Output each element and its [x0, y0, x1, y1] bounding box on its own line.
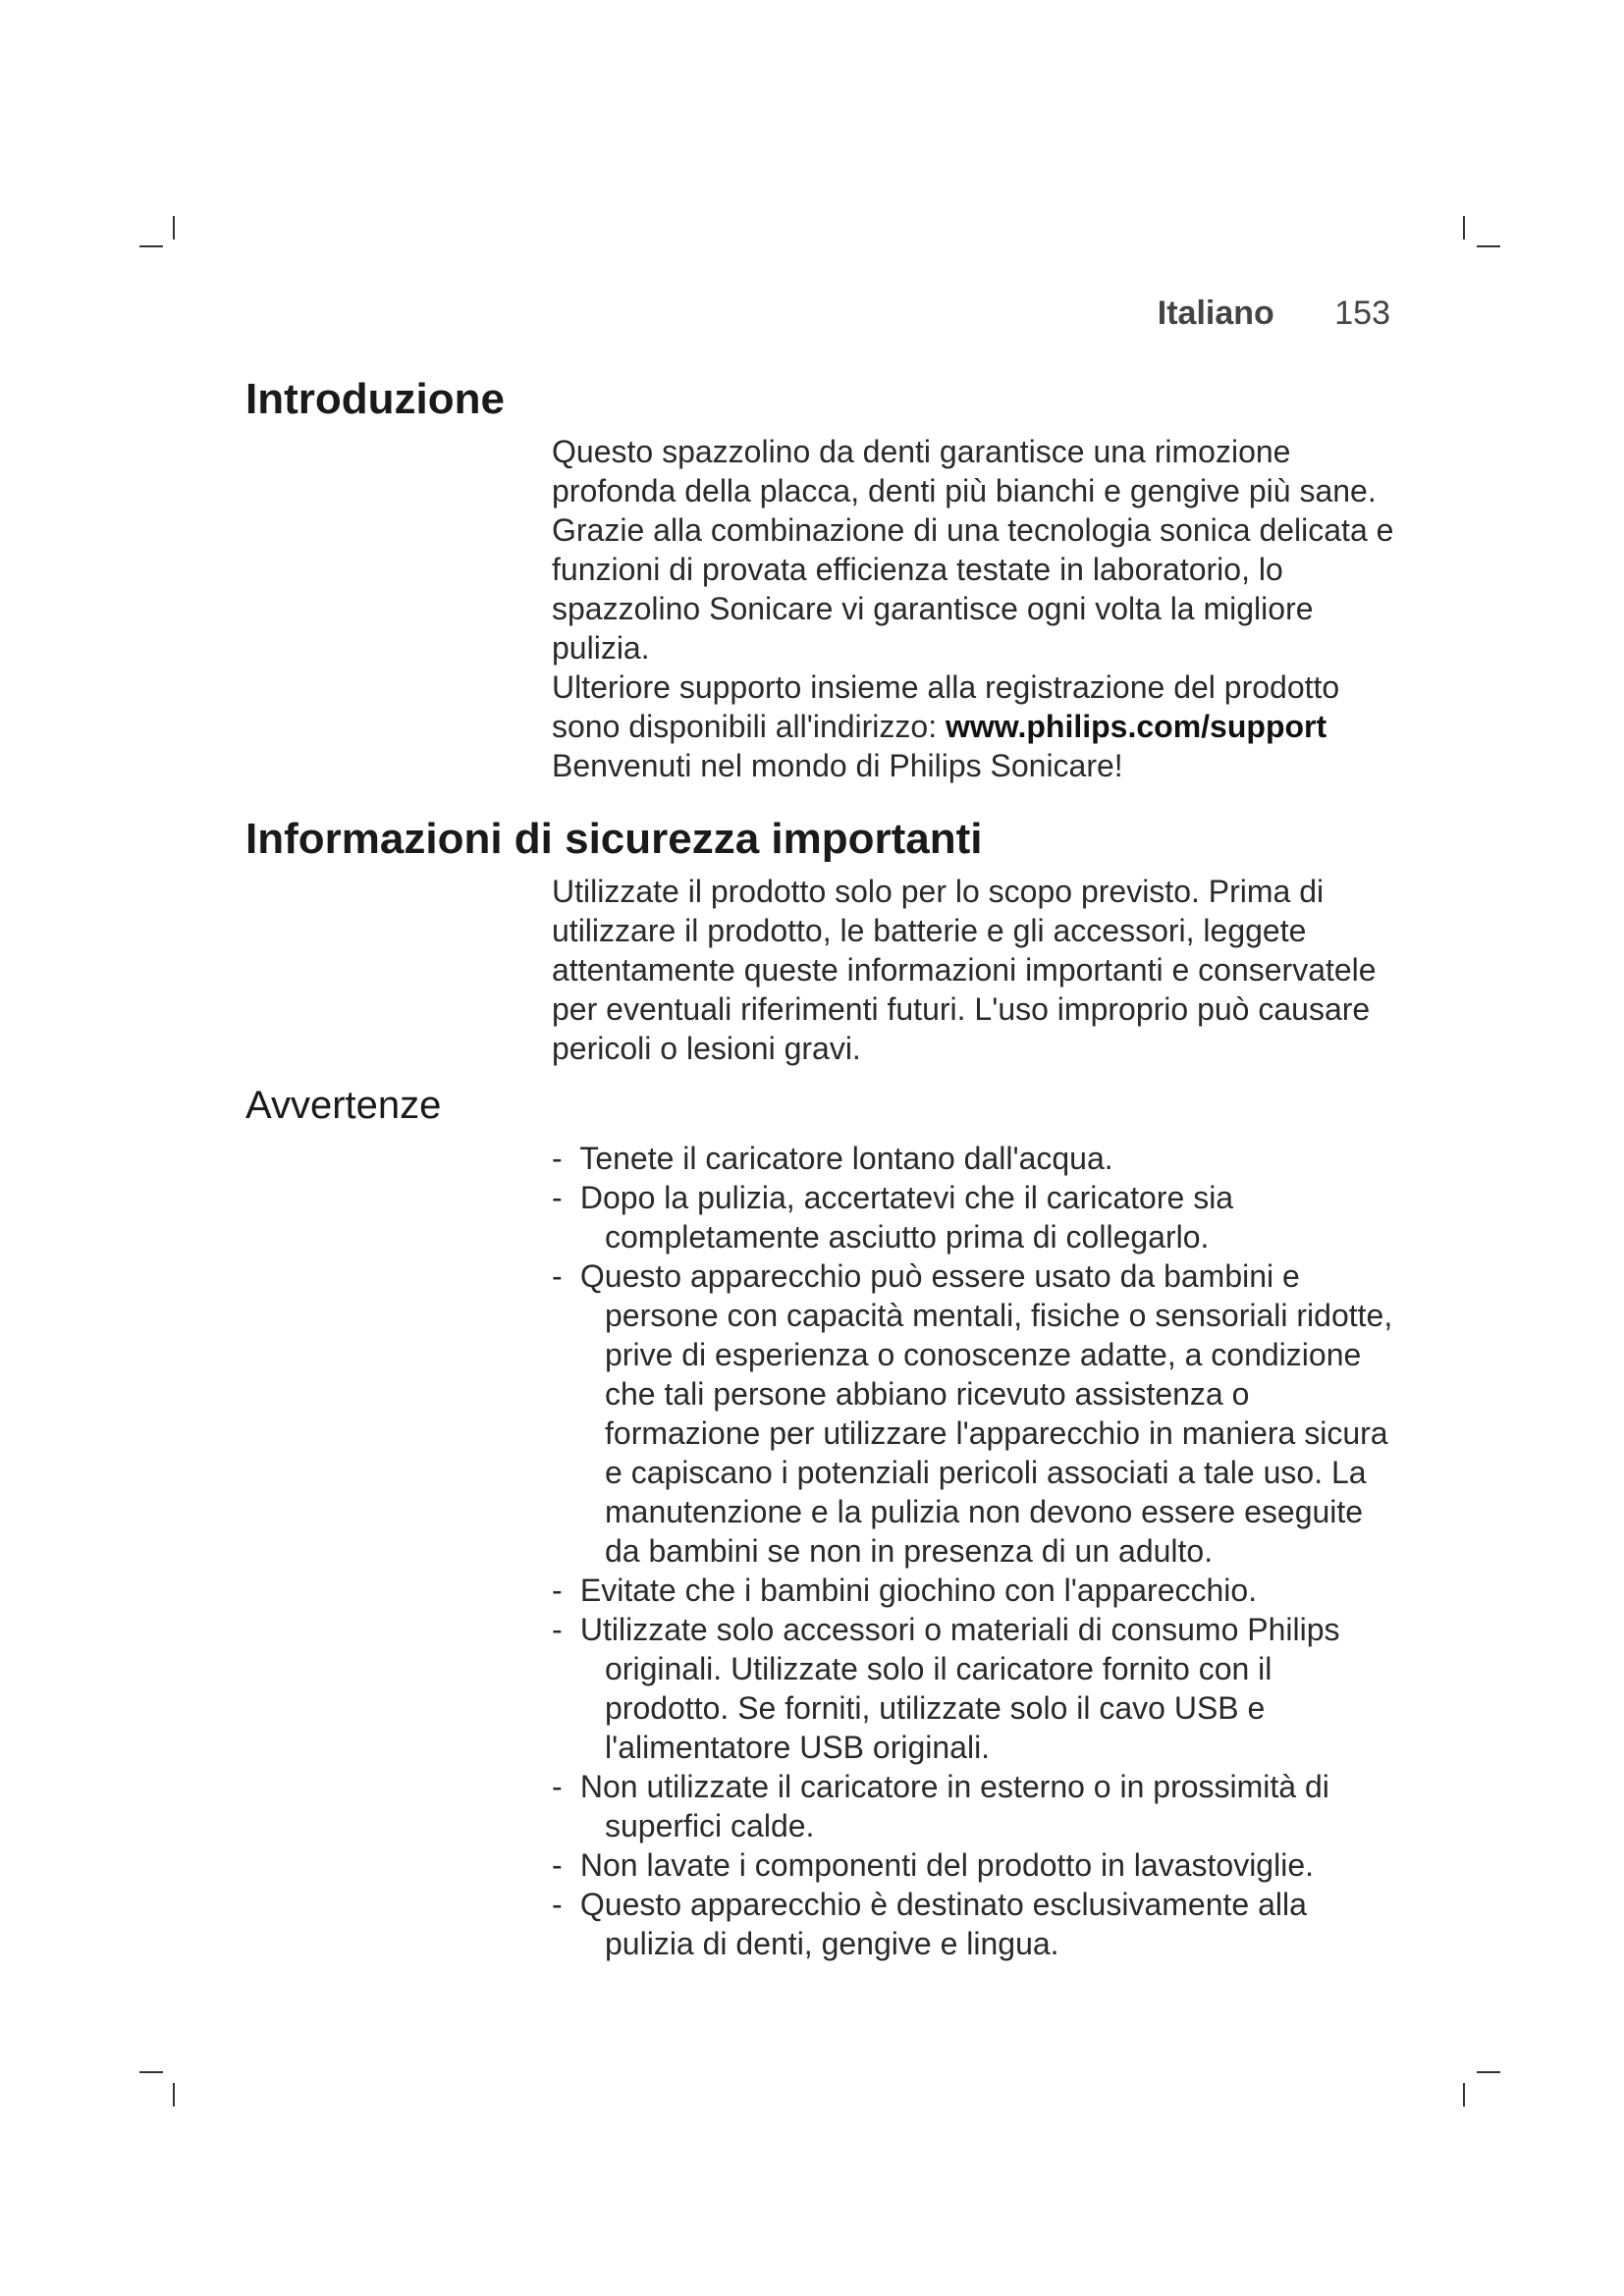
crop-mark-bottom-left-v — [173, 2083, 175, 2107]
section-title-intro: Introduzione — [245, 375, 505, 423]
bullet-dash: - — [552, 1258, 563, 1294]
warnings-list — [552, 1139, 1396, 1963]
section-title-safety: Informazioni di sicurezza importanti — [245, 815, 983, 863]
warning-item: - Utilizzate solo accessori o materiali di consumo Philips originali. Utilizzate solo il caricatore fornito con il prodotto. Se forniti, utilizzate solo il cavo USB e l'alimentatore USB originali. — [552, 1612, 1340, 1765]
crop-mark-top-right-h — [1477, 245, 1500, 247]
bullet-dash: - — [552, 1141, 563, 1176]
support-text: Ulteriore supporto insieme alla registrazione del prodotto sono disponibili all'indirizzo: — [552, 669, 1340, 744]
warning-item: - Evitate che i bambini giochino con l'apparecchio. — [552, 1573, 1258, 1608]
crop-mark-top-left-h — [139, 245, 163, 247]
running-header — [1158, 294, 1390, 333]
warning-item: - Tenete il caricatore lontano dall'acqua. — [552, 1141, 1113, 1176]
bullet-dash: - — [552, 1573, 563, 1608]
intro-body — [552, 432, 1396, 785]
header-language: Italiano — [1157, 294, 1274, 332]
support-url: www.philips.com/support — [945, 709, 1327, 744]
bullet-dash: - — [552, 1847, 563, 1883]
warning-item: - Non lavate i componenti del prodotto in lavastoviglie. — [552, 1847, 1314, 1883]
warning-item: - Questo apparecchio è destinato esclusivamente alla pulizia di denti, gengive e lingua. — [552, 1887, 1307, 1961]
crop-mark-top-left-v — [173, 216, 175, 240]
crop-mark-bottom-right-h — [1477, 2071, 1500, 2073]
crop-mark-bottom-right-v — [1463, 2083, 1465, 2107]
page-number: 153 — [1334, 294, 1390, 332]
warning-item: - Non utilizzate il caricatore in esterno o in prossimità di superfici calde. — [552, 1769, 1329, 1843]
warning-item: - Dopo la pulizia, accertatevi che il caricatore sia completamente asciutto prima di collegarlo. — [552, 1180, 1234, 1255]
safety-body — [552, 872, 1396, 1068]
intro-paragraph: Questo spazzolino da denti garantisce una rimozione profonda della placca, denti più bianchi e gengive più sane. Grazie alla combinazione di una tecnologia sonica delicata e funzioni di provata efficienza testate in laboratorio, lo spazzolino Sonicare vi garantisce ogni volta la migliore pulizia. — [552, 434, 1394, 666]
welcome-line: Benvenuti nel mondo di Philips Sonicare! — [552, 748, 1123, 783]
warning-item: - Questo apparecchio può essere usato da bambini e persone con capacità mentali, fisiche o sensoriali ridotte, prive di esperienza o conoscenze adatte, a condizione che tali persone abbiano ricevuto assistenza o formazione per utilizzare l'apparecchio in maniera sicura e capiscano i potenziali pericoli associati a tale uso. La manutenzione e la pulizia non devono essere eseguite da bambini se non in presenza di un adulto. — [552, 1258, 1393, 1569]
bullet-dash: - — [552, 1769, 563, 1804]
crop-mark-bottom-left-h — [139, 2071, 163, 2073]
bullet-dash: - — [552, 1612, 563, 1647]
crop-mark-top-right-v — [1463, 216, 1465, 240]
bullet-dash: - — [552, 1180, 563, 1215]
section-title-warnings: Avvertenze — [245, 1084, 442, 1127]
bullet-dash: - — [552, 1887, 563, 1922]
safety-paragraph: Utilizzate il prodotto solo per lo scopo previsto. Prima di utilizzare il prodotto, le batterie e gli accessori, leggete attentamente queste informazioni importanti e conservatele per eventuali riferimenti futuri. L'uso improprio può causare pericoli o lesioni gravi. — [552, 874, 1377, 1066]
support-paragraph — [552, 667, 1396, 746]
